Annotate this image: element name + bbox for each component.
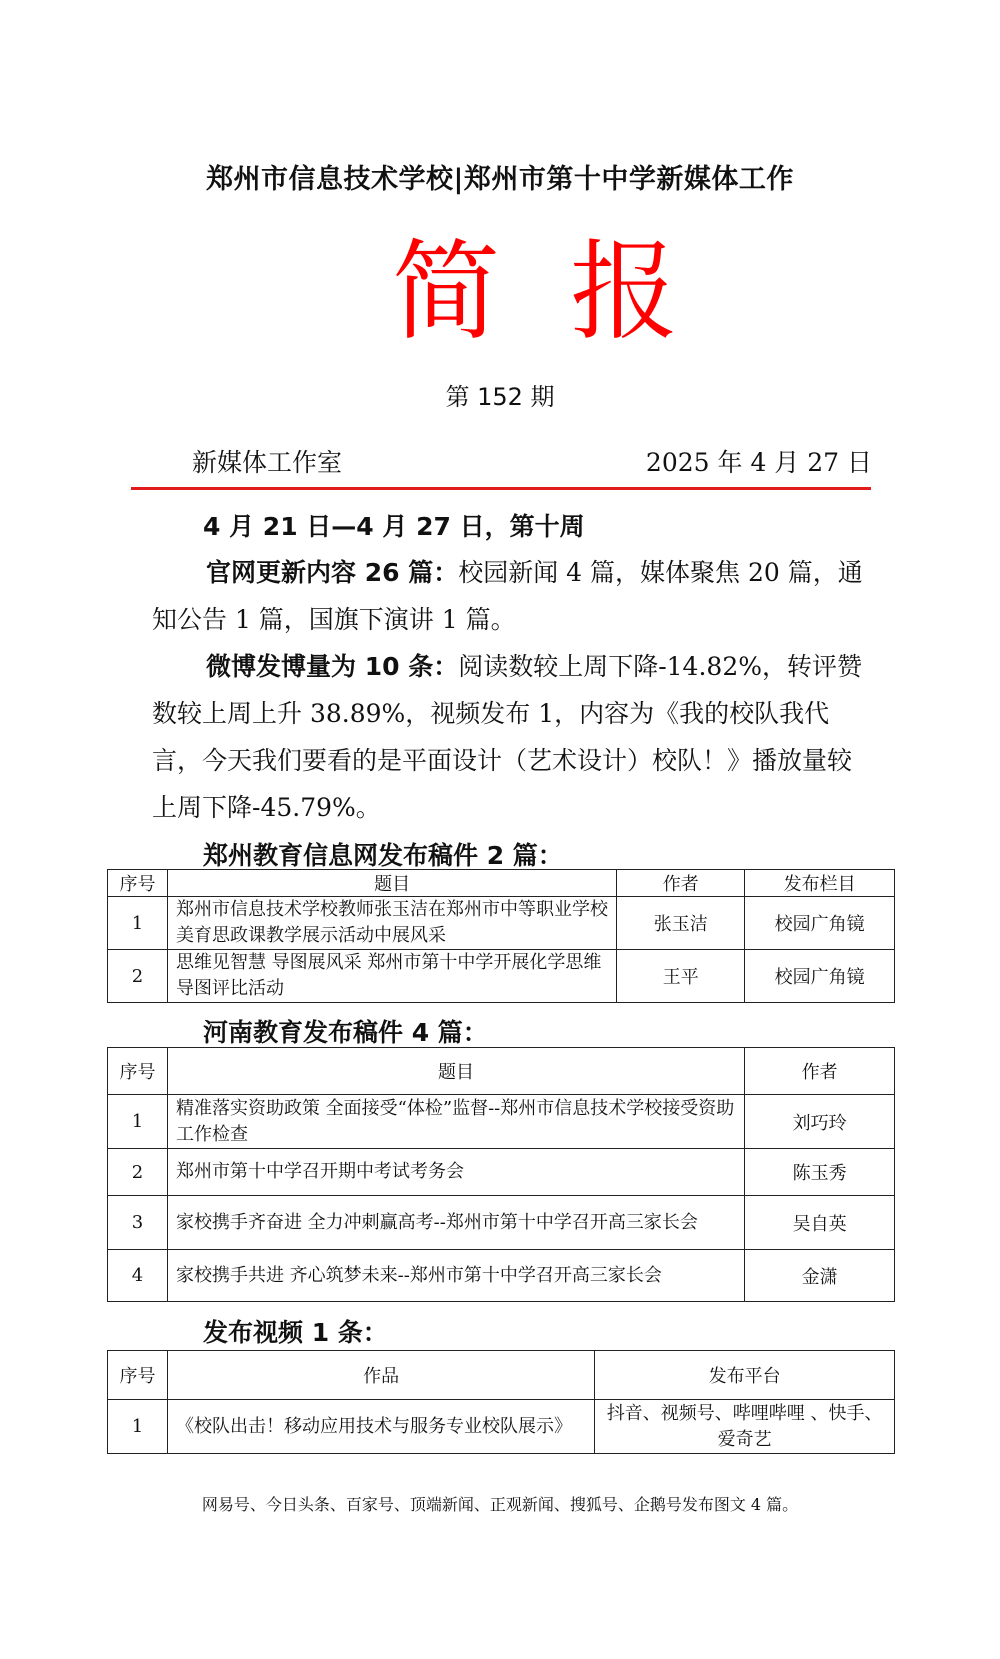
column-header: 题目	[167, 870, 616, 897]
red-divider	[131, 487, 871, 490]
week-range: 4 月 21 日—4 月 27 日，第十周	[203, 512, 585, 541]
article-author: 王平	[617, 950, 745, 1003]
table-row	[108, 1400, 895, 1454]
column-header: 题目	[167, 1048, 744, 1095]
column-header: 发布栏目	[745, 870, 895, 897]
weibo-paragraph	[152, 643, 872, 831]
video-work: 《校队出击！移动应用技术与服务专业校队展示》	[167, 1400, 594, 1454]
zzedu-table	[107, 869, 895, 1003]
bulletin-title: 简报	[391, 230, 748, 355]
table-row	[108, 1149, 895, 1196]
article-column: 校园广角镜	[745, 950, 895, 1003]
footer-note: 网易号、今日头条、百家号、顶端新闻、正观新闻、搜狐号、企鹅号发布图文 4 篇。	[201, 1495, 799, 1514]
row-number: 1	[108, 897, 168, 950]
article-author: 吴自英	[745, 1196, 895, 1250]
section-title-henanedu: 河南教育发布稿件 4 篇：	[203, 1018, 488, 1047]
table-row	[108, 897, 895, 950]
video-table	[107, 1350, 895, 1454]
article-author: 刘巧玲	[745, 1095, 895, 1149]
table-header-row	[108, 1351, 895, 1400]
table-row	[108, 1095, 895, 1149]
website-text: 校园新闻 4 篇，媒体聚焦 20 篇，通知公告 1 篇，国旗下演讲 1 篇。	[152, 558, 863, 634]
weibo-lead: 微博发博量为 10 条：	[206, 652, 459, 681]
row-number: 4	[108, 1250, 168, 1302]
table-row	[108, 1196, 895, 1250]
column-header: 序号	[108, 1048, 168, 1095]
issue-number: 第 152 期	[445, 383, 555, 411]
article-title: 家校携手齐奋进 全力冲刺赢高考--郑州市第十中学召开高三家长会	[167, 1196, 744, 1250]
article-column: 校园广角镜	[745, 897, 895, 950]
weibo-text: 阅读数较上周下降-14.82%，转评赞数较上周上升 38.89%，视频发布 1，内容为《我的校队我代言，今天我们要看的是平面设计（艺术设计）校队！》播放量较上周下降-45.79%。	[152, 652, 862, 822]
table-header-row	[108, 1048, 895, 1095]
row-number: 2	[108, 1149, 168, 1196]
table-header-row	[108, 870, 895, 897]
column-header: 序号	[108, 1351, 168, 1400]
row-number: 3	[108, 1196, 168, 1250]
article-author: 金潇	[745, 1250, 895, 1302]
website-paragraph	[152, 549, 872, 643]
table-row	[108, 950, 895, 1003]
row-number: 2	[108, 950, 168, 1003]
column-header: 序号	[108, 870, 168, 897]
article-title: 郑州市信息技术学校教师张玉洁在郑州市中等职业学校美育思政课教学展示活动中展风采	[167, 897, 616, 950]
table-row	[108, 1250, 895, 1302]
department: 新媒体工作室	[192, 448, 343, 477]
row-number: 1	[108, 1400, 168, 1454]
organization-title: 郑州市信息技术学校|郑州市第十中学新媒体工作	[206, 164, 794, 195]
section-title-video: 发布视频 1 条：	[203, 1318, 388, 1347]
article-title: 家校携手共进 齐心筑梦未来--郑州市第十中学召开高三家长会	[167, 1250, 744, 1302]
video-platform: 抖音、视频号、哔哩哔哩 、快手、爱奇艺	[595, 1400, 895, 1454]
column-header: 作品	[167, 1351, 594, 1400]
article-author: 张玉洁	[617, 897, 745, 950]
column-header: 发布平台	[595, 1351, 895, 1400]
henanedu-table	[107, 1047, 895, 1302]
row-number: 1	[108, 1095, 168, 1149]
column-header: 作者	[617, 870, 745, 897]
article-author: 陈玉秀	[745, 1149, 895, 1196]
article-title: 郑州市第十中学召开期中考试考务会	[167, 1149, 744, 1196]
column-header: 作者	[745, 1048, 895, 1095]
section-title-zzedu: 郑州教育信息网发布稿件 2 篇：	[203, 841, 563, 870]
article-title: 思维见智慧 导图展风采 郑州市第十中学开展化学思维导图评比活动	[167, 950, 616, 1003]
publish-date: 2025 年 4 月 27 日	[645, 448, 872, 477]
article-title: 精准落实资助政策 全面接受“体检”监督--郑州市信息技术学校接受资助工作检查	[167, 1095, 744, 1149]
website-lead: 官网更新内容 26 篇：	[206, 558, 459, 587]
